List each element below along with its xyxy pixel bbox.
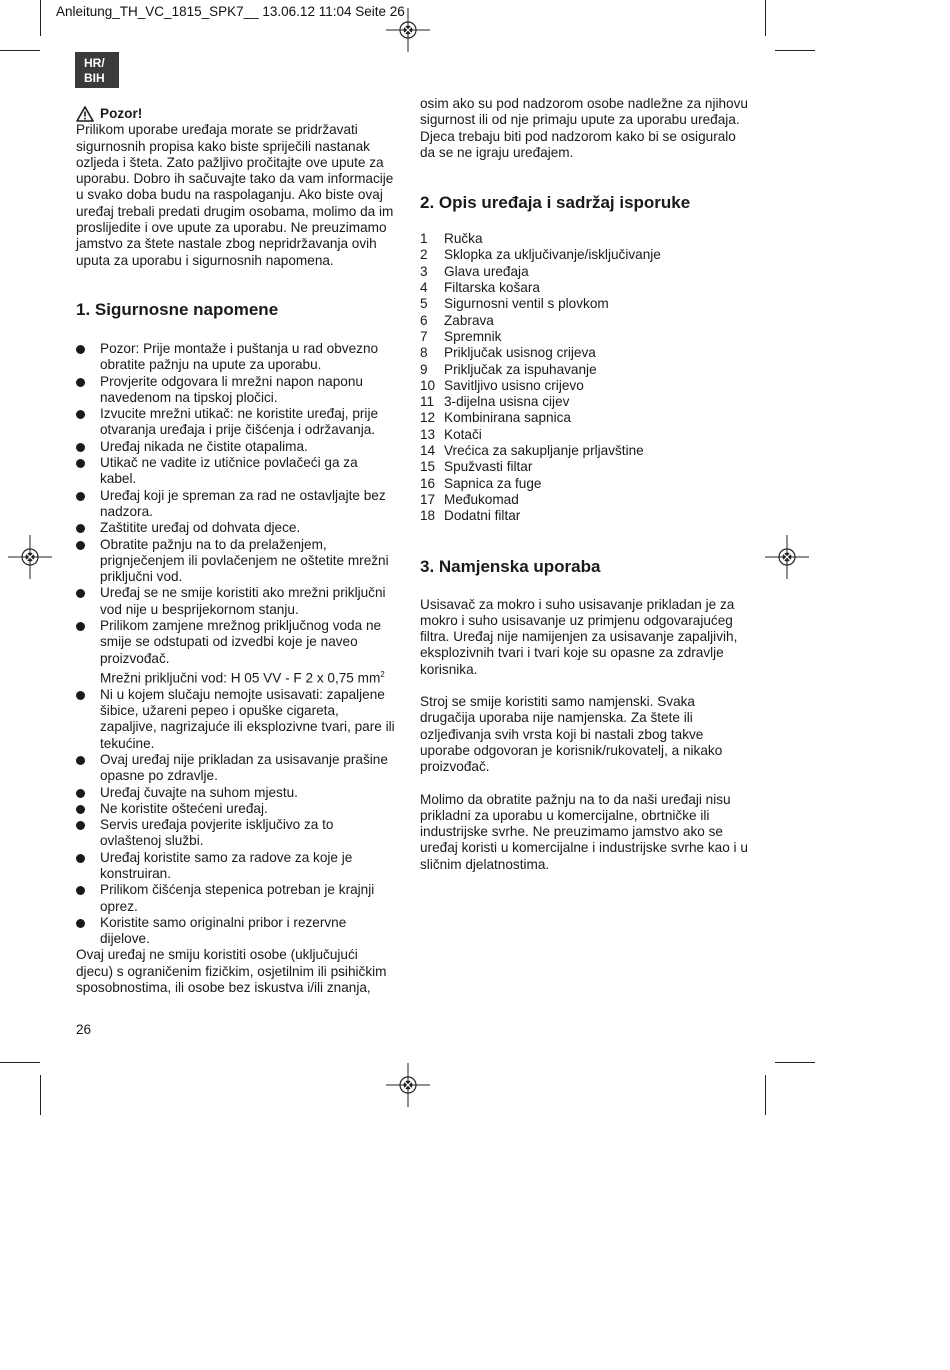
- part-label: Međukomad: [444, 491, 519, 507]
- part-number: 17: [420, 491, 436, 507]
- usage-paragraph: Usisavač za mokro i suho usisavanje prikladan je za mokro i suho usisavanje uz primjenu odgovarajućeg filtra. Uređaj nije namijenjen za usisavanje zapaljivih, eksplozivnih tvari i tvari koje su opasne za zdravlje korisnika.: [420, 596, 738, 677]
- part-label: 3-dijelna usisna cijev: [444, 394, 570, 410]
- part-label: Kotači: [444, 426, 482, 442]
- language-badge: [75, 52, 119, 88]
- list-item-text: Ovaj uređaj nije prikladan za usisavanje prašine opasne po zdravlje.: [100, 751, 388, 784]
- list-item-text: Izvucite mrežni utikač: ne koristite uređaj, prije otvaranja uređaja i prije čišćenja i održavanja.: [100, 406, 379, 438]
- part-label: Filtarska košara: [444, 280, 540, 296]
- part-number: 11: [420, 394, 435, 410]
- list-item-text: Uređaj koji je spreman za rad ne ostavljajte bez nadzora.: [100, 487, 386, 519]
- part-number: 14: [420, 443, 436, 459]
- list-item-text: Uređaj koristite samo za radove za koje je konstruiran.: [100, 849, 353, 881]
- list-item: [76, 817, 396, 850]
- bullet-icon: [76, 622, 85, 631]
- crop-mark: [0, 1062, 40, 1063]
- list-item: [76, 915, 396, 948]
- list-item-text: Utikač ne vadite iz utičnice povlačeći ga za kabel.: [100, 455, 358, 487]
- list-item-text: Ne koristite oštećeni uređaj.: [100, 800, 268, 816]
- list-item: [76, 341, 396, 374]
- list-item: [76, 488, 396, 521]
- list-item: [420, 427, 750, 443]
- list-item: [76, 785, 396, 801]
- list-item: [420, 459, 750, 475]
- list-item-text: Uređaj nikada ne čistite otapalima.: [100, 438, 308, 454]
- right-column: [420, 96, 750, 873]
- list-item: [420, 492, 750, 508]
- warning-text: Prilikom uporabe uređaja morate se pridržavati sigurnosnih propisa kako biste spriječili nastanak ozljeda i šteta. Zato pažljivo pročitajte ove upute za uporabu. Dobro ih sačuvajte tako da vam informacije u svako doba budu na raspolaganju. Ako biste ovaj uređaj trebali predati drugim osobama, molimo da im proslijedite i ove upute za uporabu. Ne preuzimamo jamstvo za štete nastale zbog nepridržavanja ovih uputa za uporabu i sigurnosnih napomena.: [76, 122, 394, 268]
- list-item: [76, 801, 396, 817]
- print-header: Anleitung_TH_VC_1815_SPK7__ 13.06.12 11:04 Seite 26: [56, 4, 405, 19]
- list-item: [420, 329, 750, 345]
- bullet-icon: [76, 459, 85, 468]
- list-item: [76, 882, 396, 915]
- bullet-icon: [76, 443, 85, 452]
- crop-mark: [775, 50, 815, 51]
- list-item: [420, 508, 750, 524]
- bullet-icon: [76, 492, 85, 501]
- bullet-icon: [76, 410, 85, 419]
- part-label: Savitljivo usisno crijevo: [444, 377, 584, 393]
- bullet-icon: [76, 854, 85, 863]
- list-item: [420, 394, 750, 410]
- crop-mark: [765, 1075, 766, 1115]
- list-item-text: Servis uređaja povjerite isključivo za to ovlaštenoj službi.: [100, 817, 334, 849]
- part-label: Spremnik: [444, 328, 502, 344]
- crop-mark: [765, 0, 766, 36]
- part-number: 10: [420, 377, 436, 393]
- part-number: 6: [420, 312, 428, 328]
- list-item: [420, 231, 750, 247]
- list-item: [76, 520, 396, 536]
- warning-title: Pozor!: [100, 106, 143, 121]
- part-label: Dodatni filtar: [444, 508, 521, 524]
- part-label: Vrećica za sakupljanje prljavštine: [444, 443, 644, 459]
- parts-list: [420, 231, 750, 524]
- crop-mark: [0, 50, 40, 51]
- list-item: [420, 247, 750, 263]
- warning-triangle-icon: [76, 106, 94, 122]
- usage-paragraph: Stroj se smije koristiti samo namjenski. Svaka drugačija uporaba nije namjenska. Za štete ili ozljeđivanja svih vrsta koji bi nastali zbog takve uporabe odgovoran je korisnik/rukovatelj, a nikako proizvođač.: [420, 694, 723, 775]
- registration-mark-icon: [765, 535, 809, 579]
- list-item: [420, 313, 750, 329]
- list-item: [420, 362, 750, 378]
- list-item: [76, 455, 396, 488]
- language-badge-line: BIH: [84, 71, 105, 85]
- list-item-text: Prilikom zamjene mrežnog priključnog voda ne smije se odstupati od izvedbi koje je naveo proizvođač.: [100, 618, 382, 666]
- registration-mark-icon: [386, 1063, 430, 1107]
- list-item: [76, 850, 396, 883]
- crop-mark: [775, 1062, 815, 1063]
- bullet-icon: [76, 378, 85, 387]
- part-number: 3: [420, 263, 428, 279]
- bullet-icon: [76, 524, 85, 533]
- bullet-icon: [76, 541, 85, 550]
- list-item-text: Obratite pažnju na to da prelaženjem, prignječenjem ili povlačenjem ne oštetite mrežni priključni vod.: [100, 536, 389, 585]
- part-number: 18: [420, 508, 436, 524]
- part-number: 15: [420, 459, 436, 475]
- list-item: [420, 443, 750, 459]
- language-badge-line: HR/: [84, 56, 105, 70]
- list-item: [76, 585, 396, 618]
- bullet-icon: [76, 756, 85, 765]
- list-item: [76, 618, 396, 687]
- part-label: Priključak usisnog crijeva: [444, 345, 596, 361]
- bullet-icon: [76, 886, 85, 895]
- part-number: 12: [420, 410, 436, 426]
- list-item: [420, 296, 750, 312]
- list-item-text: Pozor: Prije montaže i puštanja u rad obvezno obratite pažnju na upute za uporabu.: [100, 340, 379, 373]
- section2-heading: 2. Opis uređaja i sadržaj isporuke: [420, 193, 691, 213]
- list-item: [420, 476, 750, 492]
- part-label: Zabrava: [444, 312, 494, 328]
- section3-heading: 3. Namjenska uporaba: [420, 556, 601, 576]
- cable-spec-text: Mrežni priključni vod: H 05 VV - F 2 x 0,75 mm: [100, 670, 381, 686]
- section1-heading: 1. Sigurnosne napomene: [76, 299, 279, 319]
- part-label: Sigurnosni ventil s plovkom: [444, 296, 609, 312]
- list-item-text: Provjerite odgovara li mrežni napon naponu navedenom na tipskoj pločici.: [100, 373, 363, 405]
- part-number: 16: [420, 475, 436, 491]
- part-number: 4: [420, 280, 428, 296]
- list-item: [76, 406, 396, 439]
- part-number: 5: [420, 296, 428, 312]
- registration-mark-icon: [8, 535, 52, 579]
- cable-spec-superscript: 2: [380, 669, 385, 679]
- part-number: 2: [420, 247, 428, 263]
- part-number: 1: [420, 231, 428, 247]
- list-item: [76, 374, 396, 407]
- bullet-icon: [76, 919, 85, 928]
- registration-mark-icon: [386, 8, 430, 52]
- part-label: Priključak za ispuhavanje: [444, 361, 597, 377]
- list-item-text: Ni u kojem slučaju nemojte usisavati: zapaljene šibice, užareni pepeo i opuške cigareta, zapaljive, nagrizajuće ili eksplozivne tvari, pare ili tekućine.: [100, 686, 395, 751]
- crop-mark: [40, 1075, 41, 1115]
- part-label: Kombinirana sapnica: [444, 410, 571, 426]
- part-number: 13: [420, 426, 436, 442]
- part-label: Sapnica za fuge: [444, 475, 542, 491]
- safety-list: [76, 341, 396, 948]
- part-label: Sklopka za uključivanje/isključivanje: [444, 247, 661, 263]
- bullet-icon: [76, 691, 85, 700]
- part-label: Ručka: [444, 231, 483, 247]
- page-number: 26: [76, 1022, 92, 1037]
- bullet-icon: [76, 821, 85, 830]
- list-item: [420, 345, 750, 361]
- list-item: [420, 264, 750, 280]
- part-label: Glava uređaja: [444, 263, 529, 279]
- part-number: 9: [420, 361, 428, 377]
- warning-heading: [76, 106, 396, 122]
- bullet-icon: [76, 789, 85, 798]
- part-number: 8: [420, 345, 428, 361]
- list-item-text: Koristite samo originalni pribor i rezervne dijelove.: [100, 914, 347, 947]
- part-number: 7: [420, 328, 428, 344]
- list-item: [76, 752, 396, 785]
- list-item: [76, 439, 396, 455]
- bullet-icon: [76, 345, 85, 354]
- list-item: [420, 280, 750, 296]
- list-item: [76, 537, 396, 586]
- bullet-icon: [76, 805, 85, 814]
- list-item: [420, 378, 750, 394]
- list-item-text: Zaštitite uređaj od dohvata djece.: [100, 520, 301, 536]
- list-item: [76, 687, 396, 752]
- list-item-text: Uređaj čuvajte na suhom mjestu.: [100, 784, 298, 800]
- list-item-text: Prilikom čišćenja stepenica potreban je krajnji oprez.: [100, 882, 375, 914]
- cable-spec-note: [100, 667, 396, 687]
- list-item-text: Uređaj se ne smije koristiti ako mrežni priključni vod nije u besprijekornom stanju.: [100, 585, 386, 617]
- continued-text: osim ako su pod nadzorom osobe nadležne za njihovu sigurnost ili od nje primaju upute za uporabu uređaja. Djeca trebaju biti pod nadzorom kako bi se osiguralo da se ne igraju uređajem.: [420, 96, 748, 160]
- bullet-icon: [76, 589, 85, 598]
- list-item: [420, 410, 750, 426]
- closing-text: Ovaj uređaj ne smiju koristiti osobe (uključujući djecu) s ograničenim fizičkim, osjetilnim ili psihičkim sposobnostima, ili osobe bez iskustva i/ili znanja,: [76, 947, 387, 996]
- usage-paragraph: Molimo da obratite pažnju na to da naši uređaji nisu prikladni za uporabu u komercijalne, obrtničke ili industrijske svrhe. Ne preuzimamo jamstvo ako se uređaj koristi u komercijalne i industrijske svrhe kao i u sličnim djelatnostima.: [420, 791, 748, 872]
- left-column: [76, 106, 396, 996]
- crop-mark: [40, 0, 41, 36]
- part-label: Spužvasti filtar: [444, 459, 533, 475]
